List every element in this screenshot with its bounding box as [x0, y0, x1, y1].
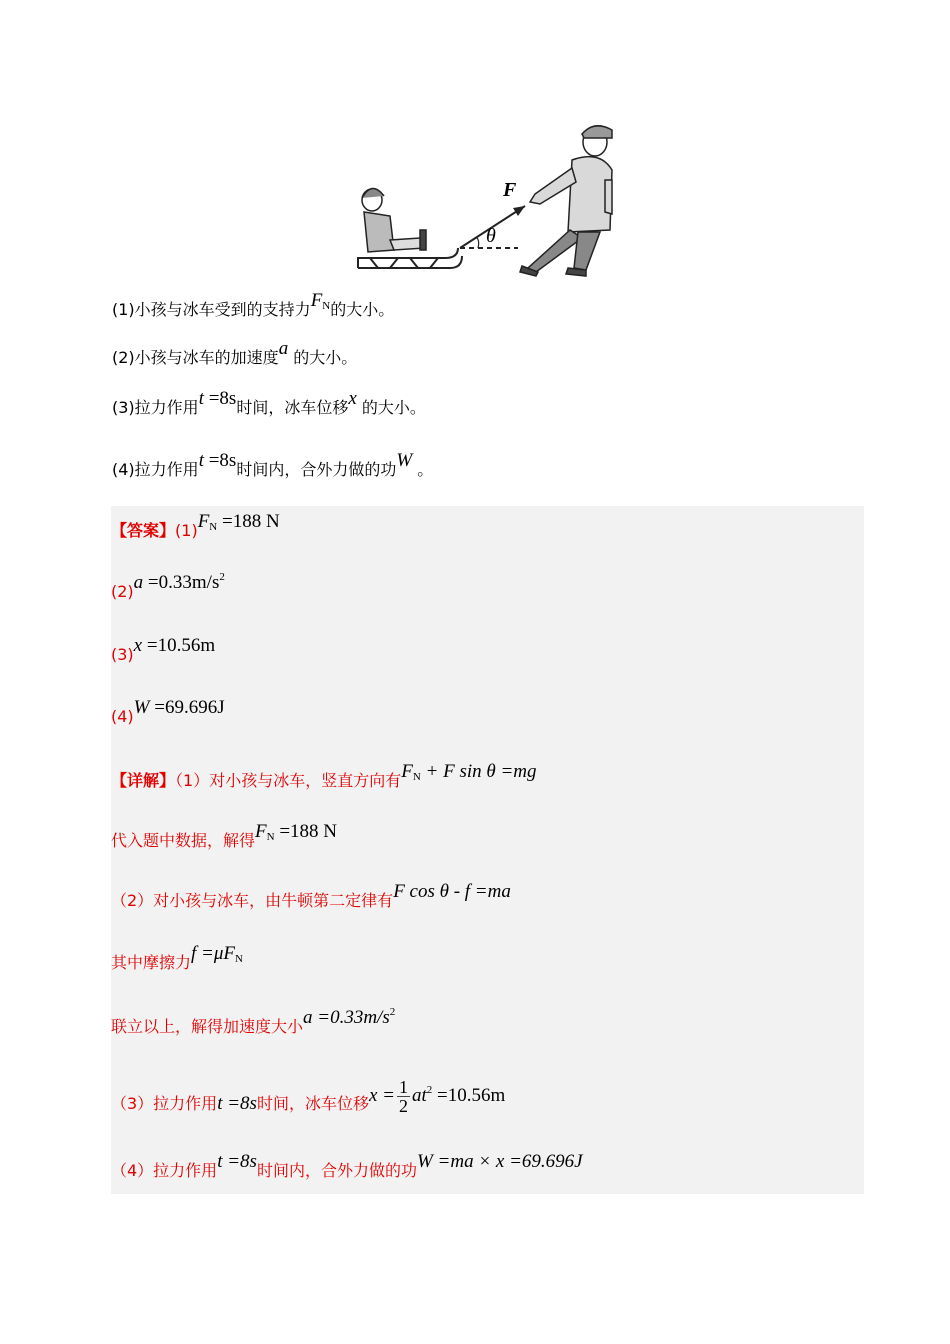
detail-text: 其中摩擦力	[111, 953, 192, 972]
math-superscript: 2	[219, 571, 225, 583]
question-text: 拉力作用	[134, 398, 199, 417]
math-expression: at	[411, 1085, 427, 1106]
sled-figure	[350, 120, 625, 280]
detail-text: （4）拉力作用	[111, 1161, 218, 1180]
math-expression: F cos θ - f =ma	[393, 881, 511, 902]
math-symbol: W	[133, 697, 150, 718]
math-superscript: 2	[426, 1084, 433, 1096]
math-subscript: N	[235, 953, 243, 965]
question-text: 的大小。	[293, 348, 358, 367]
detail-text: 时间内，合外力做的功	[256, 1161, 417, 1180]
math-value: =188 N	[274, 821, 338, 842]
math-value: =10.56m	[142, 635, 216, 656]
angle-label: θ	[486, 225, 496, 247]
math-symbol: t	[198, 450, 204, 471]
detail-text: （1）对小孩与冰车，竖直方向有	[175, 771, 402, 790]
math-symbol: F	[310, 290, 323, 311]
math-symbol: x	[133, 635, 143, 656]
question-text: 拉力作用	[134, 460, 199, 479]
math-value: =0.33m/s	[143, 572, 220, 593]
math-expression: t =8s	[217, 1151, 257, 1172]
answer-number: (1)	[175, 521, 198, 540]
detail-text: 时间，冰车位移	[256, 1094, 369, 1113]
detail-text: 代入题中数据，解得	[111, 831, 256, 850]
math-subscript: N	[322, 300, 331, 312]
adult-illustration	[520, 126, 612, 276]
detail-label: 【详解】	[111, 771, 176, 790]
answer-number: (3)	[111, 645, 134, 664]
question-text: 。	[417, 460, 434, 479]
angle-arc	[476, 237, 479, 248]
question-text: 的大小。	[330, 300, 395, 319]
question-text: 的大小。	[361, 398, 426, 417]
answer-number: (4)	[111, 707, 134, 726]
question-3	[112, 388, 426, 418]
math-expression: a =0.33m/s	[303, 1007, 390, 1028]
detail-line-2	[111, 821, 338, 852]
math-symbol: F	[197, 511, 210, 532]
question-number: (1)	[112, 300, 135, 319]
math-fraction	[397, 1078, 410, 1115]
answer-line-3	[111, 635, 216, 666]
fraction-denominator: 2	[398, 1096, 408, 1116]
math-value: =8s	[203, 388, 237, 409]
detail-line-3	[111, 881, 511, 912]
math-symbol: x	[348, 388, 357, 409]
math-expression: t =8s	[217, 1093, 257, 1114]
answer-number: (2)	[111, 582, 134, 601]
answer-line-2	[111, 571, 225, 603]
math-symbol: F	[255, 821, 267, 842]
detail-line-7	[111, 1151, 583, 1182]
question-number: (4)	[112, 460, 135, 479]
detail-text: （2）对小孩与冰车，由牛顿第二定律有	[111, 891, 394, 910]
math-symbol: a	[133, 572, 144, 593]
math-value: =69.696J	[149, 697, 225, 718]
question-text: 小孩与冰车的加速度	[134, 348, 279, 367]
detail-text: 联立以上，解得加速度大小	[111, 1017, 304, 1036]
question-number: (2)	[112, 348, 135, 367]
math-subscript: N	[412, 771, 421, 783]
math-expression: x =	[368, 1085, 395, 1106]
detail-text: （3）拉力作用	[111, 1094, 218, 1113]
math-superscript: 2	[389, 1006, 396, 1018]
detail-line-4	[111, 943, 243, 974]
force-label: F	[503, 179, 517, 201]
fraction-numerator: 1	[398, 1077, 408, 1097]
math-expression: f =μF	[191, 943, 236, 964]
math-value: =188 N	[217, 511, 280, 532]
math-symbol: F	[401, 761, 413, 782]
question-text: 小孩与冰车受到的支持力	[134, 300, 311, 319]
detail-line-6	[111, 1062, 506, 1116]
force-arrow-head	[513, 206, 525, 216]
question-text: 时间内，合外力做的功	[236, 460, 397, 479]
question-1	[112, 290, 395, 325]
math-subscript: N	[209, 521, 218, 533]
question-4	[112, 450, 434, 480]
answer-box	[111, 506, 864, 1194]
question-2	[112, 338, 358, 368]
math-symbol: W	[396, 450, 413, 471]
answer-label: 【答案】	[111, 521, 176, 540]
answer-line-1	[111, 511, 280, 542]
math-subscript: N	[266, 831, 275, 843]
child-illustration	[362, 188, 426, 252]
question-number: (3)	[112, 398, 135, 417]
math-expression: W =ma × x =69.696J	[416, 1151, 583, 1172]
detail-line-5	[111, 1006, 396, 1038]
math-symbol: t	[198, 388, 204, 409]
math-symbol: a	[278, 338, 289, 359]
question-text: 时间，冰车位移	[236, 398, 349, 417]
math-expression: + F sin θ =mg	[420, 761, 537, 782]
answer-line-4	[111, 697, 225, 728]
detail-line-1	[111, 761, 537, 792]
math-value: =10.56m	[432, 1085, 506, 1106]
math-value: =8s	[203, 450, 237, 471]
